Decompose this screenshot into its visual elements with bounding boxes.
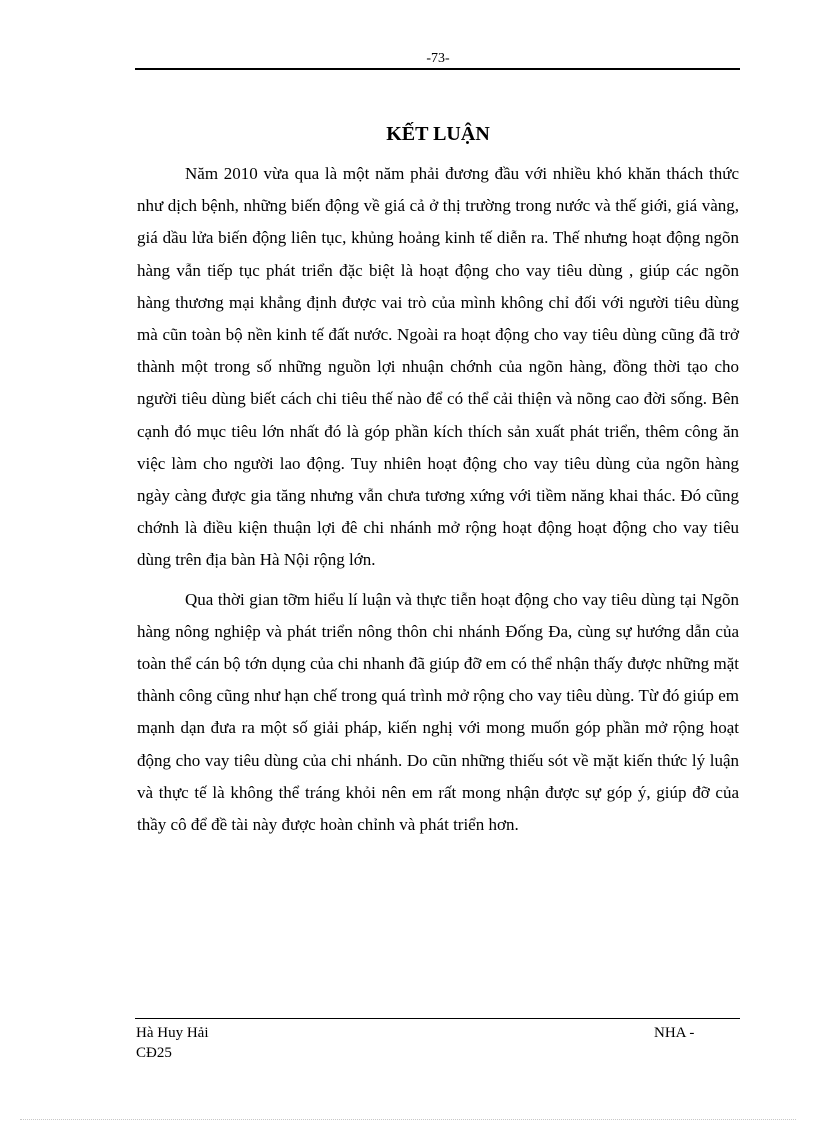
page-title: KẾT LUẬN bbox=[386, 123, 490, 145]
paragraph: Năm 2010 vừa qua là một năm phải đương đầu với nhiều khó khăn thách thức như dịch bệnh, những biến động về giá cả ở thị trường trong nước và thế giới, giá vàng, giá dầu lửa biến động liên tục, khủng hoảng kinh tế diễn ra. Thế nhưng hoạt động ngõn hàng vẫn tiếp tục phát triển đặc biệt là hoạt động cho vay tiêu dùng , giúp các ngõn hàng thương mại khẳng định được vai trò của mình không chỉ đối với người tiêu dùng mà cũn toàn bộ nền kinh tế đất nước. Ngoài ra hoạt động cho vay tiêu dùng cũng đã trở thành một trong số những nguồn lợi nhuận chớnh của ngõn hàng, đồng thời tạo cho người tiêu dùng biết cách chi tiêu thế nào để có thể cải thiện và nõng cao đời sống. Bên cạnh đó mục tiêu lớn nhất đó là góp phần kích thích sản xuất phát triển, thêm công ăn việc làm cho người lao động. Tuy nhiên hoạt động cho vay tiêu dùng của ngõn hàng ngày càng được gia tăng nhưng vẫn chưa tương xứng với tiềm năng khai thác. Đó cũng chớnh là điều kiện thuận lợi đê chi nhánh mở rộng hoạt động hoạt động cho vay tiêu dùng trên địa bàn Hà Nội rộng lớn. bbox=[137, 164, 739, 570]
footer-right-text: NHA - bbox=[654, 1025, 695, 1041]
page-bottom-border bbox=[20, 1119, 796, 1120]
footer-rule bbox=[135, 1018, 740, 1019]
page-number: -73- bbox=[426, 51, 450, 66]
footer-class: CĐ25 bbox=[136, 1045, 172, 1061]
header-rule bbox=[135, 68, 740, 70]
paragraph: Qua thời gian tỡm hiểu lí luận và thực tiễn hoạt động cho vay tiêu dùng tại Ngõn hàng nông nghiệp và phát triển nông thôn chi nhánh Đống Đa, cùng sự hướng dẫn của toàn thể cán bộ tớn dụng của chi nhanh đã giúp đỡ em có thể nhận thấy được những mặt thành công cũng như hạn chế trong quá trình mở rộng cho vay tiêu dùng. Từ đó giúp em mạnh dạn đưa ra một số giải pháp, kiến nghị với mong muốn góp phần mở rộng hoạt động cho vay tiêu dùng của chi nhánh. Do cũn những thiếu sót về mặt kiến thức lý luận và thực tế là không thể tráng khỏi nên em rất mong nhận được sự góp ý, giúp đỡ của thầy cô để đề tài này được hoàn chỉnh và phát triển hơn. bbox=[137, 589, 739, 835]
body-text bbox=[137, 158, 739, 841]
footer-author: Hà Huy Hải bbox=[136, 1025, 209, 1041]
